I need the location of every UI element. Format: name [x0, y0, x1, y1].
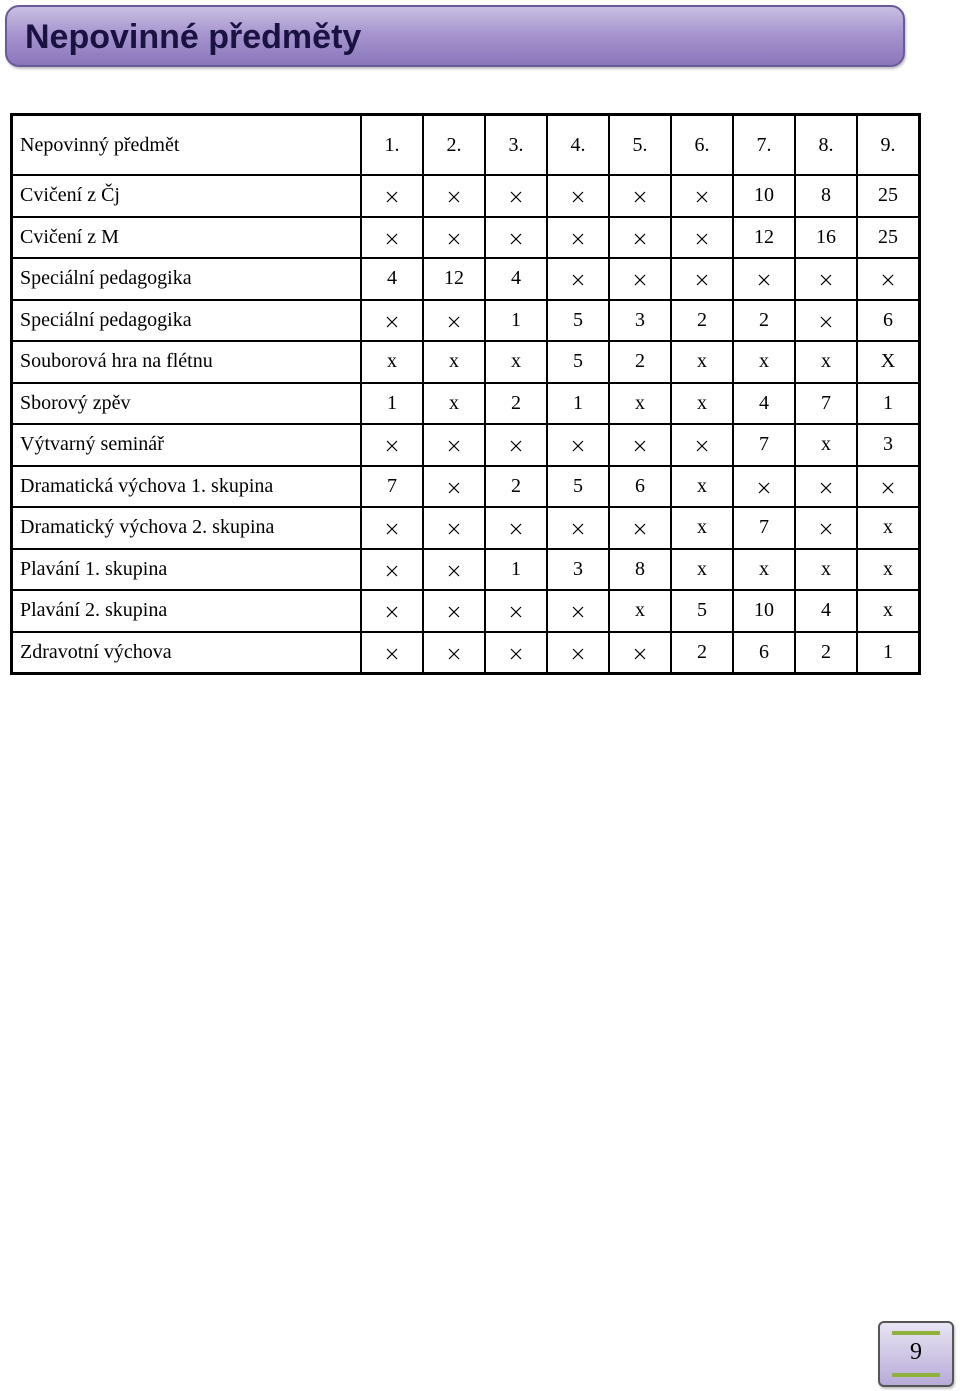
group-count-cell: 1 — [547, 383, 609, 425]
table-row — [12, 466, 920, 508]
group-count-cell: 2 — [671, 300, 733, 342]
not-offered-cell — [361, 217, 423, 259]
not-offered-cell — [361, 632, 423, 674]
not-offered-cell — [547, 217, 609, 259]
subject-name: Plavání 1. skupina — [12, 549, 362, 591]
not-offered-cell — [795, 300, 857, 342]
not-offered-cell — [857, 466, 920, 508]
cross-icon — [386, 228, 398, 240]
group-count-cell: 5 — [547, 466, 609, 508]
cross-icon — [820, 311, 832, 323]
group-count-cell: 2 — [485, 383, 547, 425]
cross-icon — [634, 186, 646, 198]
group-count-cell: 1 — [485, 300, 547, 342]
table-row — [12, 424, 920, 466]
cross-icon — [634, 435, 646, 447]
group-count-cell: 4 — [795, 590, 857, 632]
column-header-grade: 6. — [671, 115, 733, 176]
not-offered-cell — [547, 632, 609, 674]
group-count-cell: 2 — [671, 632, 733, 674]
not-offered-cell — [423, 175, 485, 217]
group-count-cell: 2 — [795, 632, 857, 674]
table-row — [12, 549, 920, 591]
not-offered-cell — [609, 258, 671, 300]
cross-icon — [386, 435, 398, 447]
subject-name: Výtvarný seminář — [12, 424, 362, 466]
group-count-cell: 12 — [733, 217, 795, 259]
column-header-grade: 4. — [547, 115, 609, 176]
group-count-cell: 1 — [857, 632, 920, 674]
group-count-cell: 3 — [609, 300, 671, 342]
group-count-cell: x — [671, 383, 733, 425]
group-count-cell: X — [857, 341, 920, 383]
group-count-cell: 10 — [733, 590, 795, 632]
subject-name: Cvičení z M — [12, 217, 362, 259]
cross-icon — [572, 269, 584, 281]
page-badge-stripe-top — [892, 1331, 940, 1335]
not-offered-cell — [547, 175, 609, 217]
table-row — [12, 175, 920, 217]
group-count-cell: x — [795, 341, 857, 383]
not-offered-cell — [795, 466, 857, 508]
group-count-cell: 1 — [485, 549, 547, 591]
group-count-cell: 16 — [795, 217, 857, 259]
not-offered-cell — [733, 258, 795, 300]
group-count-cell: x — [671, 341, 733, 383]
cross-icon — [572, 518, 584, 530]
subject-name: Dramatická výchova 1. skupina — [12, 466, 362, 508]
group-count-cell: 4 — [485, 258, 547, 300]
group-count-cell: 2 — [733, 300, 795, 342]
not-offered-cell — [423, 424, 485, 466]
not-offered-cell — [857, 258, 920, 300]
group-count-cell: 2 — [609, 341, 671, 383]
cross-icon — [448, 186, 460, 198]
table-row — [12, 341, 920, 383]
group-count-cell: x — [857, 549, 920, 591]
column-header-grade: 2. — [423, 115, 485, 176]
cross-icon — [510, 518, 522, 530]
cross-icon — [448, 477, 460, 489]
not-offered-cell — [361, 300, 423, 342]
group-count-cell: 6 — [857, 300, 920, 342]
cross-icon — [572, 643, 584, 655]
subject-name: Cvičení z Čj — [12, 175, 362, 217]
not-offered-cell — [547, 590, 609, 632]
group-count-cell: 7 — [795, 383, 857, 425]
table-body — [12, 115, 920, 674]
cross-icon — [634, 228, 646, 240]
group-count-cell: 3 — [547, 549, 609, 591]
column-header-grade: 8. — [795, 115, 857, 176]
cross-icon — [448, 435, 460, 447]
group-count-cell: 4 — [733, 383, 795, 425]
cross-icon — [820, 269, 832, 281]
subject-name: Speciální pedagogika — [12, 258, 362, 300]
table-row — [12, 217, 920, 259]
group-count-cell: x — [671, 507, 733, 549]
group-count-cell: 1 — [361, 383, 423, 425]
column-header-subject: Nepovinný předmět — [12, 115, 362, 176]
not-offered-cell — [795, 507, 857, 549]
table-header-row — [12, 115, 920, 176]
not-offered-cell — [423, 300, 485, 342]
title-banner — [5, 5, 905, 67]
not-offered-cell — [485, 217, 547, 259]
group-count-cell: 10 — [733, 175, 795, 217]
group-count-cell: 2 — [485, 466, 547, 508]
cross-icon — [510, 186, 522, 198]
group-count-cell: 8 — [795, 175, 857, 217]
group-count-cell: 5 — [671, 590, 733, 632]
cross-icon — [386, 643, 398, 655]
group-count-cell: 5 — [547, 341, 609, 383]
subject-name: Sborový zpěv — [12, 383, 362, 425]
group-count-cell: x — [733, 341, 795, 383]
not-offered-cell — [547, 507, 609, 549]
cross-icon — [386, 518, 398, 530]
not-offered-cell — [671, 424, 733, 466]
cross-icon — [820, 477, 832, 489]
cross-icon — [820, 518, 832, 530]
cross-icon — [386, 601, 398, 613]
cross-icon — [882, 477, 894, 489]
cross-icon — [448, 560, 460, 572]
not-offered-cell — [609, 507, 671, 549]
group-count-cell: x — [485, 341, 547, 383]
cross-icon — [696, 228, 708, 240]
cross-icon — [386, 186, 398, 198]
not-offered-cell — [671, 217, 733, 259]
page-title: Nepovinné předměty — [25, 18, 362, 56]
optional-subjects-table — [10, 113, 921, 675]
not-offered-cell — [361, 590, 423, 632]
not-offered-cell — [671, 258, 733, 300]
cross-icon — [448, 601, 460, 613]
group-count-cell: 5 — [547, 300, 609, 342]
cross-icon — [572, 186, 584, 198]
subject-name: Dramatický výchova 2. skupina — [12, 507, 362, 549]
not-offered-cell — [609, 632, 671, 674]
cross-icon — [386, 311, 398, 323]
not-offered-cell — [609, 175, 671, 217]
cross-icon — [510, 435, 522, 447]
group-count-cell: 4 — [361, 258, 423, 300]
column-header-grade: 5. — [609, 115, 671, 176]
cross-icon — [572, 601, 584, 613]
group-count-cell: 8 — [609, 549, 671, 591]
page-number-badge — [878, 1321, 954, 1387]
cross-icon — [634, 269, 646, 281]
not-offered-cell — [361, 424, 423, 466]
group-count-cell: 12 — [423, 258, 485, 300]
subject-name: Souborová hra na flétnu — [12, 341, 362, 383]
group-count-cell: 25 — [857, 175, 920, 217]
cross-icon — [448, 518, 460, 530]
cross-icon — [510, 601, 522, 613]
group-count-cell: 6 — [609, 466, 671, 508]
not-offered-cell — [485, 175, 547, 217]
table-row — [12, 507, 920, 549]
not-offered-cell — [609, 424, 671, 466]
not-offered-cell — [361, 549, 423, 591]
table-row — [12, 300, 920, 342]
not-offered-cell — [795, 258, 857, 300]
not-offered-cell — [609, 217, 671, 259]
not-offered-cell — [423, 507, 485, 549]
not-offered-cell — [485, 424, 547, 466]
cross-icon — [634, 518, 646, 530]
group-count-cell: x — [361, 341, 423, 383]
cross-icon — [696, 269, 708, 281]
not-offered-cell — [485, 590, 547, 632]
column-header-grade: 3. — [485, 115, 547, 176]
cross-icon — [758, 269, 770, 281]
not-offered-cell — [547, 258, 609, 300]
subject-name: Plavání 2. skupina — [12, 590, 362, 632]
group-count-cell: 3 — [857, 424, 920, 466]
cross-icon — [696, 186, 708, 198]
table-row — [12, 258, 920, 300]
not-offered-cell — [547, 424, 609, 466]
page-number: 9 — [910, 1339, 922, 1365]
group-count-cell: x — [857, 507, 920, 549]
group-count-cell: x — [795, 424, 857, 466]
column-header-grade: 7. — [733, 115, 795, 176]
group-count-cell: x — [733, 549, 795, 591]
group-count-cell: 6 — [733, 632, 795, 674]
not-offered-cell — [733, 466, 795, 508]
subject-name: Speciální pedagogika — [12, 300, 362, 342]
not-offered-cell — [423, 632, 485, 674]
group-count-cell: 7 — [733, 507, 795, 549]
cross-icon — [448, 311, 460, 323]
cross-icon — [448, 643, 460, 655]
not-offered-cell — [361, 175, 423, 217]
group-count-cell: x — [609, 383, 671, 425]
cross-icon — [572, 435, 584, 447]
page-badge-stripe-bottom — [892, 1373, 940, 1377]
table-row — [12, 632, 920, 674]
column-header-grade: 9. — [857, 115, 920, 176]
cross-icon — [572, 228, 584, 240]
group-count-cell: 1 — [857, 383, 920, 425]
table-row — [12, 590, 920, 632]
cross-icon — [696, 435, 708, 447]
not-offered-cell — [423, 466, 485, 508]
cross-icon — [758, 477, 770, 489]
column-header-grade: 1. — [361, 115, 423, 176]
group-count-cell: 25 — [857, 217, 920, 259]
not-offered-cell — [361, 507, 423, 549]
not-offered-cell — [671, 175, 733, 217]
not-offered-cell — [423, 549, 485, 591]
subject-name: Zdravotní výchova — [12, 632, 362, 674]
cross-icon — [510, 643, 522, 655]
group-count-cell: x — [671, 549, 733, 591]
table-row — [12, 383, 920, 425]
group-count-cell: x — [857, 590, 920, 632]
group-count-cell: x — [671, 466, 733, 508]
cross-icon — [510, 228, 522, 240]
group-count-cell: x — [795, 549, 857, 591]
not-offered-cell — [485, 632, 547, 674]
not-offered-cell — [423, 217, 485, 259]
group-count-cell: 7 — [361, 466, 423, 508]
cross-icon — [448, 228, 460, 240]
group-count-cell: x — [609, 590, 671, 632]
group-count-cell: x — [423, 383, 485, 425]
group-count-cell: 7 — [733, 424, 795, 466]
not-offered-cell — [485, 507, 547, 549]
cross-icon — [882, 269, 894, 281]
group-count-cell: x — [423, 341, 485, 383]
cross-icon — [634, 643, 646, 655]
not-offered-cell — [423, 590, 485, 632]
cross-icon — [386, 560, 398, 572]
